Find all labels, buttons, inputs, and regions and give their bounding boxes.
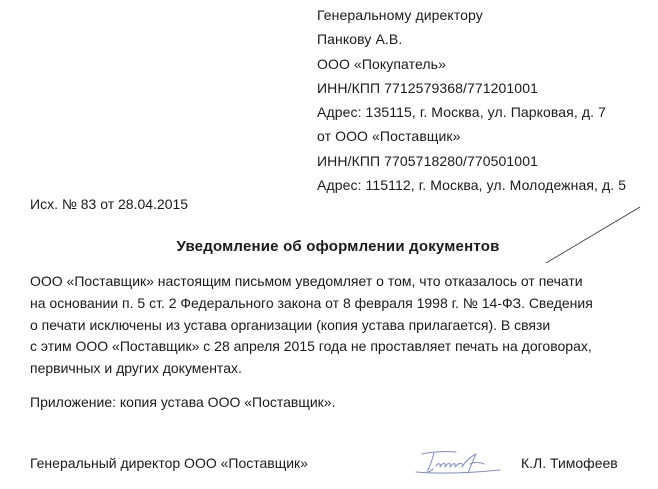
sender-line: от ООО «Поставщик»: [317, 128, 461, 145]
recipient-line: Адрес: 135115, г. Москва, ул. Парковая, д. 7: [317, 104, 606, 121]
body-line: первичных и других документах.: [30, 360, 242, 377]
body-line: на основании п. 5 ст. 2 Федерального закона от 8 февраля 1998 г. № 14-ФЗ. Сведения: [30, 294, 593, 311]
signatory-name: К.Л. Тимофеев: [521, 455, 618, 471]
sender-line: Адрес: 115112, г. Москва, ул. Молодежная, д. 5: [317, 177, 627, 194]
sender-line: ИНН/КПП 7705718280/770501001: [317, 152, 538, 169]
recipient-line: Генеральному директору: [317, 7, 483, 23]
handwritten-signature: [410, 440, 510, 480]
letter-body: [30, 271, 652, 380]
recipient-line: ООО «Покупатель»: [317, 55, 446, 72]
recipient-line: Панкову А.В.: [317, 31, 403, 48]
signatory-position: Генеральный директор ООО «Поставщик»: [30, 455, 308, 471]
document-title: Уведомление об оформлении документов: [176, 238, 500, 255]
attachment-note: Приложение: копия устава ООО «Поставщик».: [30, 394, 336, 410]
body-line: о печати исключены из устава организации (копия устава прилагается). В связи: [30, 316, 551, 333]
body-line: ООО «Поставщик» настоящим письмом уведомляет о том, что отказалось от печати: [30, 273, 583, 289]
body-line: с этим ООО «Поставщик» с 28 апреля 2015 года не проставляет печать на договорах,: [30, 338, 592, 355]
outgoing-reference: Исх. № 83 от 28.04.2015: [30, 196, 189, 212]
recipient-line: ИНН/КПП 7712579368/771201001: [317, 79, 538, 96]
recipient-block: [317, 3, 653, 197]
